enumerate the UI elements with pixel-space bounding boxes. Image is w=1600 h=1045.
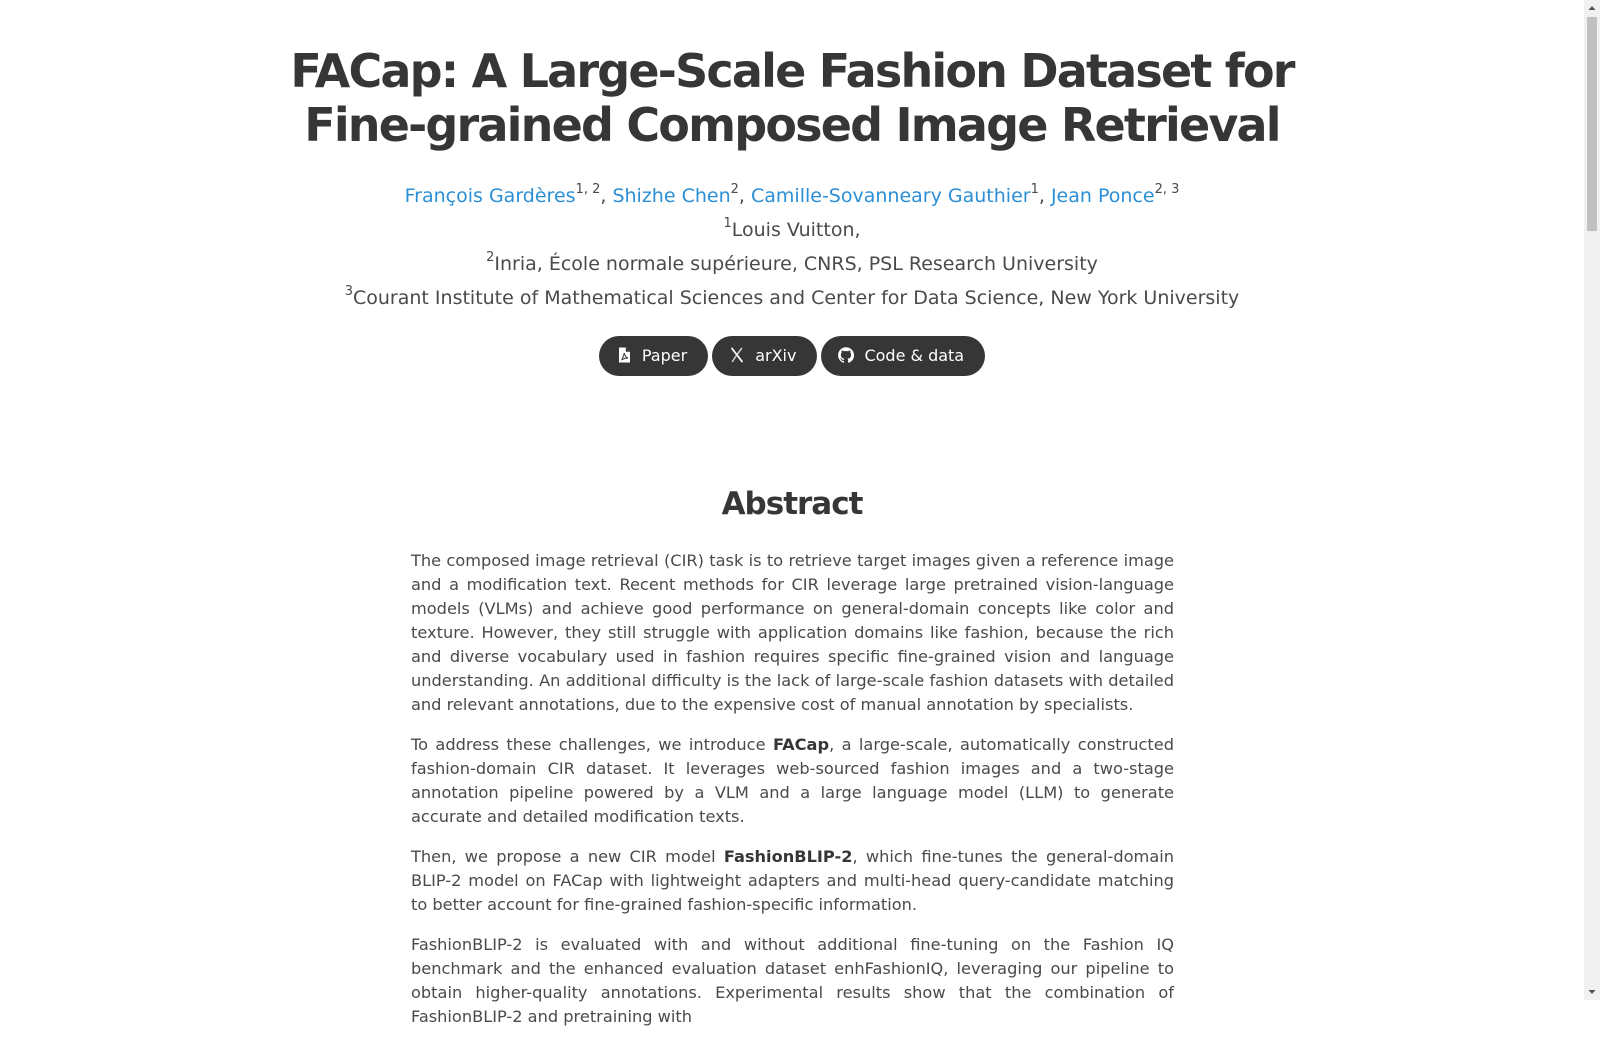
code-data-button[interactable] [821,336,985,376]
affiliation-louis-vuitton [0,216,1584,244]
author-affiliation-marker: 2 [730,181,739,197]
scrollbar-thumb[interactable] [1587,17,1597,231]
author-separator: , [1038,185,1051,207]
abstract-text: Then, we propose a new CIR model [411,847,724,866]
affiliation-text: Inria, École normale supérieure, CNRS, PSL Research University [494,253,1098,275]
scroll-up-arrow-icon[interactable] [1584,0,1600,16]
abstract-paragraph-3 [411,845,1174,917]
vertical-scrollbar[interactable] [1584,0,1600,1000]
arxiv-button-label: arXiv [755,346,797,365]
page-title [0,44,1584,152]
author-affiliation-marker: 1, 2 [575,181,601,197]
affiliation-marker: 2 [486,249,495,265]
code-data-button-label: Code & data [864,346,965,365]
abstract-paragraph-1: The composed image retrieval (CIR) task is to retrieve target images given a reference image and a modification text. Recent methods for CIR leverage large pretrained vision-language models (VLMs) and achieve good performance on general-domain concepts like color and texture. However, they still struggle with application domains like fashion, because the rich and diverse vocabulary used in fashion requires specific fine-grained vision and language understanding. An additional difficulty is the lack of large-scale fashion datasets with detailed and relevant annotations, due to the expensive cost of manual annotation by specialists. [411,551,1174,714]
affiliation-text: Courant Institute of Mathematical Sciences and Center for Data Science, New York University [353,287,1240,309]
author-link-garderes[interactable]: François Gardères [404,185,576,207]
model-name-bold: FashionBLIP-2 [723,847,853,866]
affiliation-nyu [0,284,1584,312]
publication-links [0,336,1584,376]
affiliation-marker: 1 [723,215,732,231]
paper-button[interactable] [599,336,708,376]
scroll-down-arrow-icon[interactable] [1584,984,1600,1000]
arxiv-icon [729,347,745,363]
title-line-1: FACap: A Large-Scale Fashion Dataset for [290,44,1294,98]
abstract-body [411,549,1174,1045]
affiliation-marker: 3 [344,283,353,299]
author-list [0,182,1584,210]
affiliation-text: Louis Vuitton, [731,219,861,241]
abstract-paragraph-4: FashionBLIP-2 is evaluated with and without additional fine-tuning on the Fashion IQ benchmark and the enhanced evaluation dataset enhFashionIQ, leveraging our pipeline to obtain higher-quality annotations. Experimental results show that the combination of FashionBLIP-2 and pretraining with [411,935,1174,1026]
author-separator: , [738,185,751,207]
abstract-text: , which fine-tunes the general-domain BLIP-2 model on FACap with lightweight adapters and multi-head query-candidate matching to better account for fine-grained fashion-specific information. [411,847,1174,914]
abstract-heading: Abstract [721,486,863,522]
author-affiliation-marker: 2, 3 [1154,181,1180,197]
file-pdf-icon [616,347,632,363]
author-link-chen[interactable]: Shizhe Chen [612,185,731,207]
author-affiliation-marker: 1 [1030,181,1039,197]
title-line-2: Fine-grained Composed Image Retrieval [304,98,1280,152]
author-link-gauthier[interactable]: Camille-Sovanneary Gauthier [751,185,1031,207]
abstract-paragraph-2 [411,733,1174,829]
paper-button-label: Paper [641,346,688,365]
arxiv-button[interactable] [712,336,817,376]
github-icon [838,347,854,363]
dataset-name-bold: FACap [772,735,830,754]
abstract-text: , a large-scale, automatically constructed fashion-domain CIR dataset. It leverages web-sourced fashion images and a two-stage annotation pipeline powered by a VLM and a large language model (LLM) to generate accurate and detailed modification texts. [411,735,1174,826]
author-separator: , [600,185,613,207]
affiliation-inria [0,250,1584,278]
abstract-text: To address these challenges, we introduce [411,735,773,754]
author-link-ponce[interactable]: Jean Ponce [1050,185,1155,207]
